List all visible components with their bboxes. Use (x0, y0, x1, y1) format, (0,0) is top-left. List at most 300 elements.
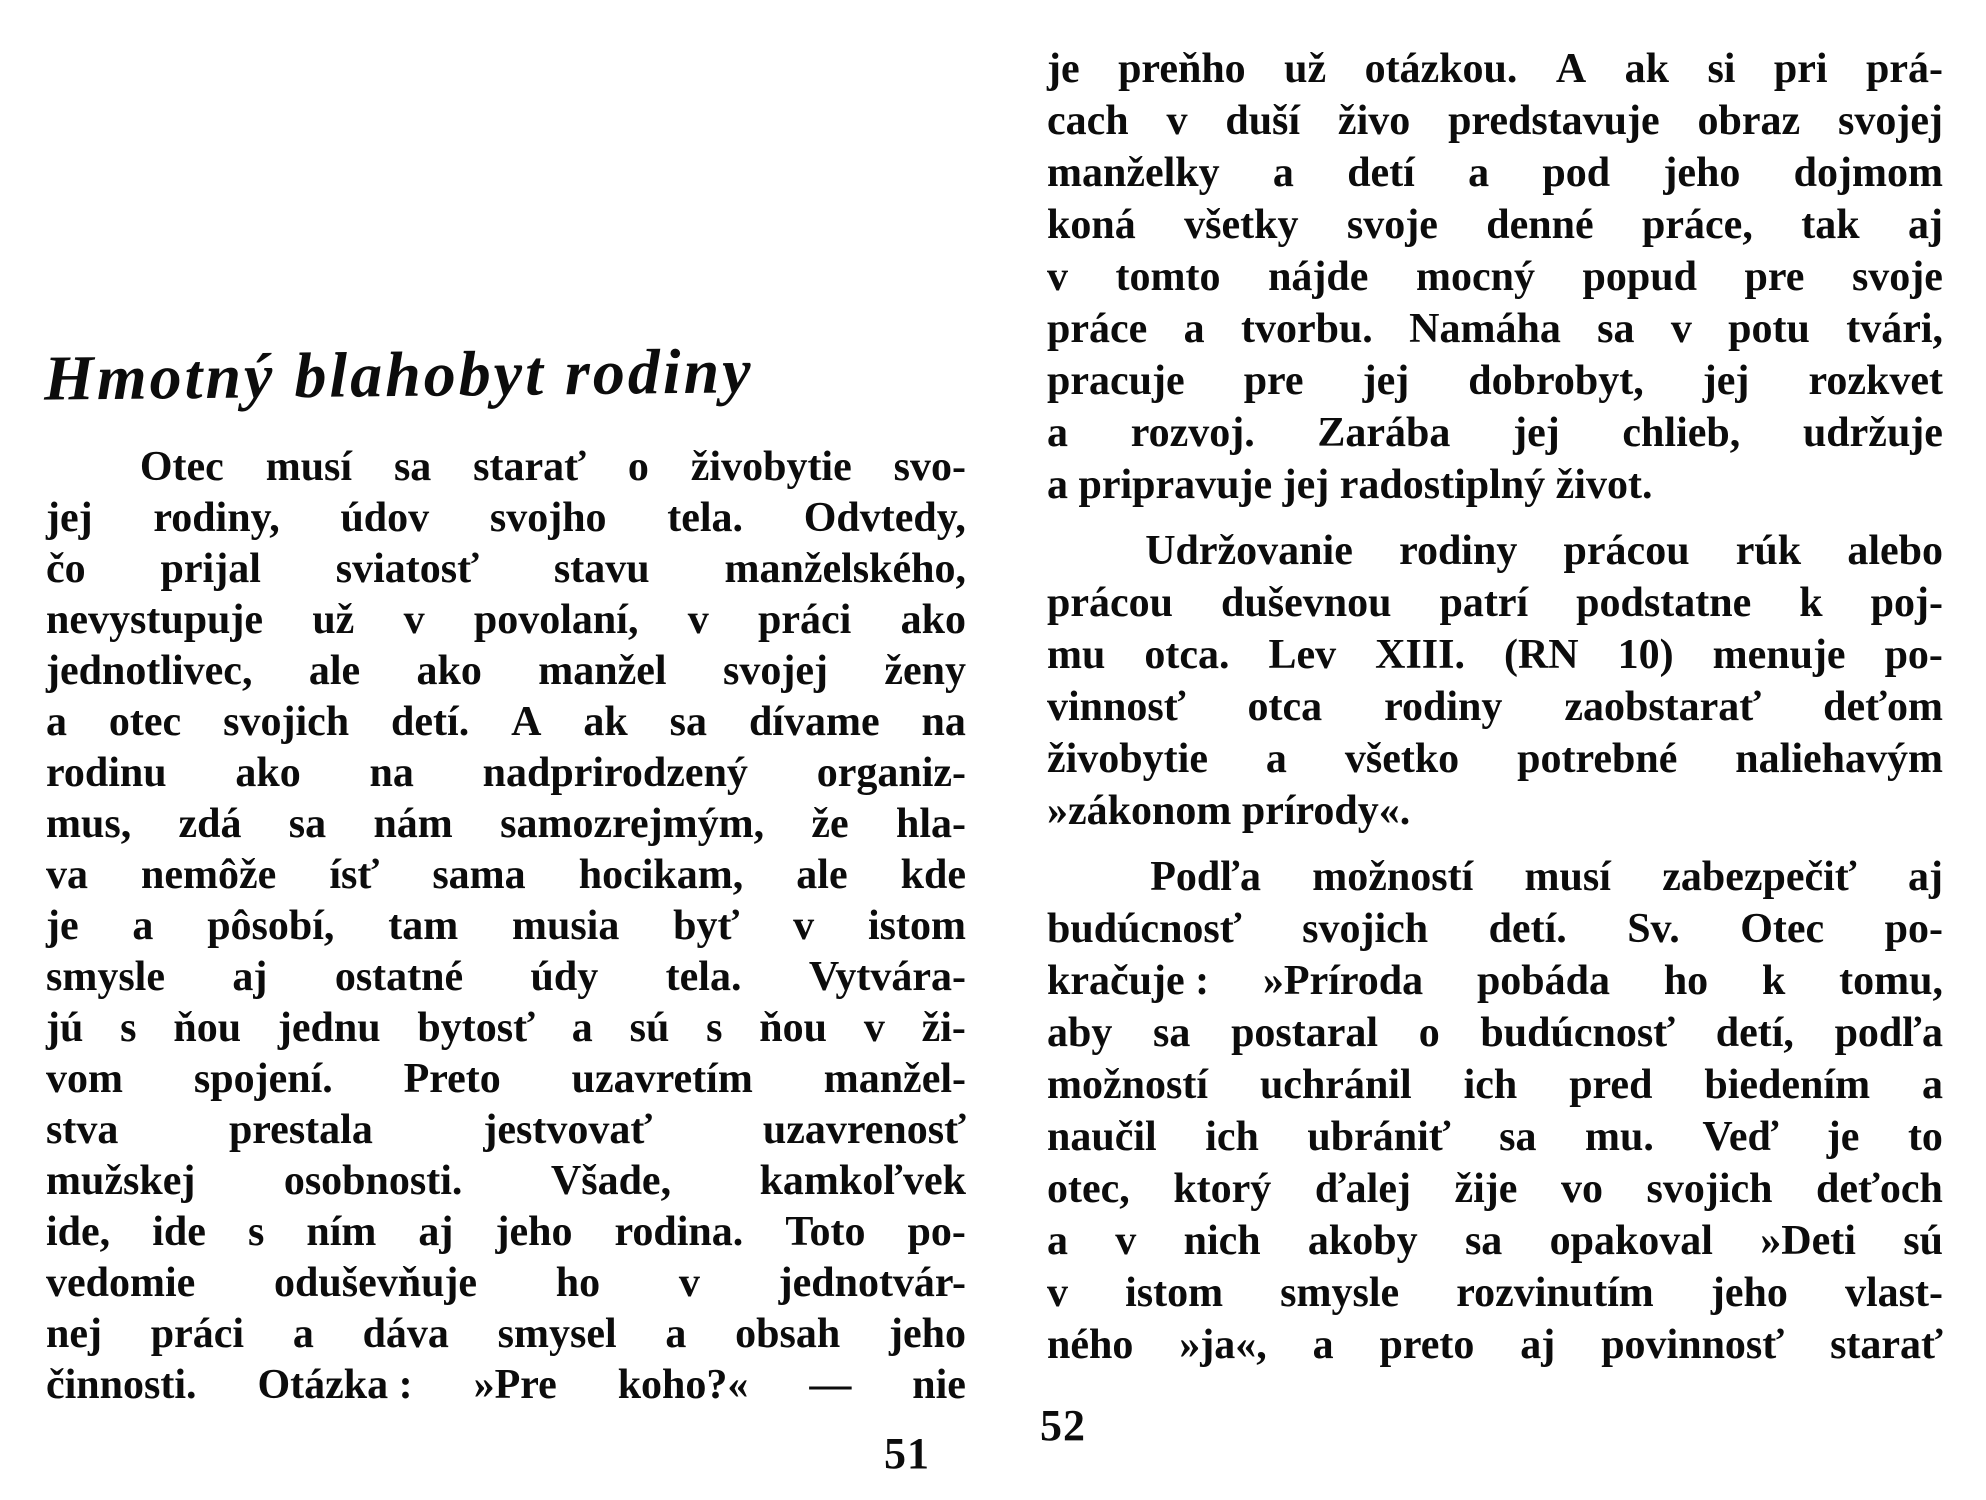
word: stavu (553, 546, 650, 592)
word: jej (1513, 410, 1560, 456)
word: o (627, 444, 649, 490)
word: pracuje (1047, 358, 1185, 404)
word: vinnosť (1047, 684, 1186, 730)
word: Udržovanie (1145, 528, 1353, 574)
word: ňou (173, 1005, 242, 1051)
word: sa (1464, 1218, 1503, 1264)
text-line (1047, 525, 1943, 577)
word: svojej (1837, 98, 1943, 144)
word: to (1907, 1114, 1943, 1160)
word: pre (1744, 254, 1805, 300)
word: ďalej (1314, 1166, 1411, 1212)
text-line (46, 901, 966, 952)
word: stva (46, 1107, 119, 1153)
word: Podľa (1150, 854, 1261, 900)
word: jednotlivec, (46, 648, 253, 694)
word: akoby (1307, 1218, 1418, 1264)
word: ubrániť (1307, 1114, 1451, 1160)
word: budúcnosť (1047, 906, 1242, 952)
word: udržuje (1802, 410, 1943, 456)
word: denné (1486, 202, 1594, 248)
word: predstavuje (1448, 98, 1660, 144)
word: vom (46, 1056, 123, 1102)
word: istom (867, 903, 966, 949)
word: rúk (1735, 528, 1802, 574)
word: možností (1047, 1062, 1208, 1108)
word: uchránil (1259, 1062, 1412, 1108)
word: preto (1379, 1322, 1475, 1368)
word: manželského, (724, 546, 966, 592)
word: prijal (160, 546, 261, 592)
word: na (921, 699, 966, 745)
word: »Príroda (1262, 958, 1424, 1004)
word: dobrobyt, (1468, 358, 1644, 404)
word: menuje (1712, 632, 1846, 678)
word: rodiny (1384, 684, 1503, 730)
word: a (665, 1311, 687, 1357)
word: vedomie (46, 1260, 196, 1306)
text-line (1047, 95, 1943, 147)
word: naučil (1047, 1114, 1157, 1160)
word: kde (900, 852, 966, 898)
word: »Deti (1760, 1218, 1856, 1264)
text-line (46, 1054, 966, 1105)
word: detí. (391, 699, 470, 745)
text-line (1047, 199, 1943, 251)
word: Sv. (1627, 906, 1680, 952)
word: v (1047, 1270, 1068, 1316)
word: čo (46, 546, 86, 592)
word: zabezpečiť (1662, 854, 1857, 900)
chapter-heading: Hmotný blahobyt rodiny (43, 335, 754, 414)
left-page-text-block (46, 442, 966, 1411)
word: ktorý (1173, 1166, 1272, 1212)
word: ho (555, 1260, 601, 1306)
word: sa (669, 699, 708, 745)
word: — (809, 1362, 852, 1408)
word: prá- (1866, 46, 1943, 92)
word: postaral (1231, 1010, 1379, 1056)
word: nej (46, 1311, 102, 1357)
text-line (1047, 147, 1943, 199)
word: svojich (1302, 906, 1429, 952)
word: a (1047, 1218, 1068, 1264)
word: svoje (1346, 202, 1438, 248)
word: mus, (46, 801, 132, 847)
word: potrebné (1517, 736, 1678, 782)
word: tela. (665, 954, 742, 1000)
word: činnosti. (46, 1362, 197, 1408)
word: v (1047, 254, 1068, 300)
word: tela. (667, 495, 744, 541)
word: A (1555, 46, 1587, 92)
word: koná (1047, 202, 1136, 248)
word: oduševňuje (274, 1260, 478, 1306)
word: aj (1520, 1322, 1556, 1368)
word: na (369, 750, 414, 796)
word: jej (46, 495, 93, 541)
word: už (312, 597, 355, 643)
text-line (1047, 851, 1943, 903)
word: ale (796, 852, 848, 898)
word: a (292, 1311, 314, 1357)
word: v (403, 597, 425, 643)
word: s (120, 1005, 137, 1051)
word: a (1312, 1322, 1334, 1368)
text-line (1047, 1007, 1943, 1059)
word: kračuje : (1047, 958, 1210, 1004)
word: v (793, 903, 815, 949)
word: naliehavým (1735, 736, 1943, 782)
text-line (1047, 629, 1943, 681)
word: chlieb, (1622, 410, 1741, 456)
word: je (1047, 46, 1080, 92)
word: ich (1463, 1062, 1518, 1108)
word: a (1468, 150, 1490, 196)
word: aj (1908, 202, 1943, 248)
word: tomu, (1839, 958, 1943, 1004)
word: ak (1624, 46, 1669, 92)
word: si (1707, 46, 1736, 92)
text-line (46, 850, 966, 901)
word: práce, (1642, 202, 1753, 248)
word: sú (1903, 1218, 1943, 1264)
text-line (46, 1258, 966, 1309)
word: obraz (1697, 98, 1801, 144)
word: tvári, (1846, 306, 1943, 352)
word: nadprirodzený (482, 750, 748, 796)
word: živobytie (1047, 736, 1208, 782)
text-line (46, 442, 966, 493)
word: nevystupuje (46, 597, 264, 643)
word: a (1047, 410, 1068, 456)
word: manželky (1047, 150, 1220, 196)
word: aj (418, 1209, 454, 1255)
word: ako (900, 597, 966, 643)
paragraph (1047, 43, 1943, 511)
word: Otec (1740, 906, 1825, 952)
text-line (1047, 955, 1943, 1007)
text-line (1047, 577, 1943, 629)
text-line (1047, 1111, 1943, 1163)
word: jej (1362, 358, 1410, 404)
word: aj (232, 954, 268, 1000)
word: ného (1047, 1322, 1134, 1368)
text-line (1047, 43, 1943, 95)
text-line (1047, 355, 1943, 407)
word: 10) (1617, 632, 1674, 678)
word: práce (1047, 306, 1148, 352)
word: jeho (888, 1311, 966, 1357)
text-line (1047, 1215, 1943, 1267)
word: ním (306, 1209, 377, 1255)
word: (RN (1503, 632, 1579, 678)
word: jednu (277, 1005, 381, 1051)
word: mocný (1415, 254, 1535, 300)
word: pri (1773, 46, 1828, 92)
word: jednotvár- (778, 1260, 966, 1306)
word: ostatné (334, 954, 464, 1000)
word: pre (1243, 358, 1304, 404)
word: tomto (1115, 254, 1221, 300)
word: smysle (46, 954, 165, 1000)
text-line (46, 493, 966, 544)
word: v (863, 1005, 885, 1051)
word: cach (1047, 98, 1129, 144)
word: ako (416, 648, 482, 694)
word: otec, (1047, 1166, 1130, 1212)
text-line (46, 697, 966, 748)
word: jú (46, 1005, 84, 1051)
word: Zarába (1317, 410, 1451, 456)
word: ňou (759, 1005, 827, 1051)
word: jej (1702, 358, 1750, 404)
text-line (1047, 303, 1943, 355)
word: Odvtedy, (803, 495, 966, 541)
word: a (1265, 736, 1287, 782)
word: ho (1663, 958, 1709, 1004)
word: uzavretím (571, 1056, 753, 1102)
word: po- (1884, 632, 1943, 678)
text-line (1047, 1163, 1943, 1215)
word: už (1284, 46, 1327, 92)
text-line (1047, 1319, 1943, 1371)
text-line (1047, 903, 1943, 955)
text-line (46, 1207, 966, 1258)
word: mužskej (46, 1158, 196, 1204)
word: aby (1047, 1010, 1113, 1056)
word: jeho (1663, 150, 1741, 196)
word: vlast- (1844, 1270, 1943, 1316)
text-line (1047, 1267, 1943, 1319)
text-line (46, 1003, 966, 1054)
text-line (46, 799, 966, 850)
word: preňho (1118, 46, 1246, 92)
word: živo (1337, 98, 1411, 144)
text-line (1047, 251, 1943, 303)
text-line (46, 1105, 966, 1156)
word: svo- (893, 444, 966, 490)
word: všetky (1184, 202, 1299, 248)
word: ide (152, 1209, 206, 1255)
word: detí (1347, 150, 1415, 196)
word: dívame (748, 699, 880, 745)
word: v (1166, 98, 1188, 144)
word: bytosť (417, 1005, 535, 1051)
word: ísť (329, 852, 380, 898)
word: rozvoj. (1130, 410, 1255, 456)
word: manžel (538, 648, 667, 694)
text-line (1047, 681, 1943, 733)
word: jeho (1710, 1270, 1788, 1316)
word: povolaní, (473, 597, 639, 643)
word: koho?« (617, 1362, 749, 1408)
word: uzavrenosť (762, 1107, 966, 1153)
word: rodiny, (153, 495, 280, 541)
word: s (247, 1209, 265, 1255)
word: Vytvára- (808, 954, 966, 1000)
word: Lev (1268, 632, 1337, 678)
word: k (1761, 958, 1786, 1004)
text-line (46, 1360, 966, 1411)
word: sviatosť (335, 546, 479, 592)
word: svojich (1646, 1166, 1773, 1212)
word: živobytie (690, 444, 852, 490)
word: Toto (785, 1209, 866, 1255)
word: pôsobí, (207, 903, 335, 949)
word: samozrejmým, (500, 801, 765, 847)
word: a (1272, 150, 1294, 196)
word: sa (1499, 1114, 1537, 1160)
word: všetko (1344, 736, 1460, 782)
word: a (1922, 1062, 1943, 1108)
word: pod (1542, 150, 1611, 196)
word: ži- (921, 1005, 966, 1051)
word: aj (1907, 854, 1943, 900)
word: vo (1560, 1166, 1603, 1212)
word: s (706, 1005, 723, 1051)
text-line: a pripravuje jej radostiplný život. (1047, 462, 1653, 508)
word: hocikam, (578, 852, 744, 898)
word: potu (1728, 306, 1810, 352)
word: sama (432, 852, 526, 898)
text-line (1047, 733, 1943, 785)
word: prácou (1563, 528, 1690, 574)
word: smysel (497, 1311, 617, 1357)
paragraph (1047, 851, 1943, 1371)
word: otec (108, 699, 182, 745)
word: osobnosti. (283, 1158, 463, 1204)
word: Veď (1702, 1114, 1779, 1160)
word: sa (393, 444, 432, 490)
word: organiz- (816, 750, 966, 796)
word: podstatne (1576, 580, 1752, 626)
word: dáva (362, 1311, 449, 1357)
word: sa (288, 801, 327, 847)
word: po- (907, 1209, 966, 1255)
word: obsah (735, 1311, 841, 1357)
page-number-left: 51 (884, 1429, 930, 1478)
word: žije (1454, 1166, 1518, 1212)
word: pobáda (1476, 958, 1611, 1004)
word: tam (388, 903, 459, 949)
word: nemôže (141, 852, 277, 898)
word: ich (1205, 1114, 1259, 1160)
word: svojich (223, 699, 350, 745)
word: ženy (884, 648, 966, 694)
text-line (46, 952, 966, 1003)
word: v (678, 1260, 700, 1306)
word: práci (758, 597, 852, 643)
word: v (687, 597, 709, 643)
word: mu (1047, 632, 1106, 678)
word: detí. (1488, 906, 1567, 952)
word: Otec (139, 444, 224, 490)
word: ale (308, 648, 361, 694)
word: alebo (1847, 528, 1943, 574)
word: starať (1830, 1322, 1943, 1368)
word: smysle (1280, 1270, 1400, 1316)
word: dojmom (1793, 150, 1943, 196)
word: spojení. (193, 1056, 333, 1102)
word: ako (235, 750, 301, 796)
word: mu. (1585, 1114, 1654, 1160)
word: otca. (1144, 632, 1230, 678)
paragraph (46, 442, 966, 1411)
word: patrí (1439, 580, 1529, 626)
word: opakoval (1549, 1218, 1713, 1264)
word: tak (1801, 202, 1860, 248)
word: istom (1125, 1270, 1224, 1316)
text-line (1047, 407, 1943, 459)
word: manžel- (823, 1056, 966, 1102)
word: prestala (228, 1107, 373, 1153)
word: musia (511, 903, 620, 949)
right-page-text-block (1047, 43, 1943, 1371)
word: nie (912, 1362, 966, 1408)
word: starať (473, 444, 587, 490)
word: jeho (495, 1209, 573, 1255)
word: práci (150, 1311, 245, 1357)
word: rodiny (1399, 528, 1518, 574)
word: duševnou (1221, 580, 1392, 626)
text-line: »zákonom prírody«. (1047, 788, 1411, 834)
text-line (46, 1309, 966, 1360)
text-line (46, 595, 966, 646)
word: povinnosť (1601, 1322, 1785, 1368)
paragraph (1047, 525, 1943, 837)
word: a (1183, 306, 1205, 352)
word: nám (373, 801, 453, 847)
word: kamkoľvek (759, 1158, 966, 1204)
word: a (46, 699, 67, 745)
word: »ja«, (1179, 1322, 1267, 1368)
word: Všade, (550, 1158, 672, 1204)
word: je (46, 903, 79, 949)
word: ide, (46, 1209, 111, 1255)
page-number-right: 52 (1040, 1401, 1086, 1450)
word: sú (629, 1005, 670, 1051)
word: prácou (1047, 580, 1173, 626)
word: musí (1524, 854, 1611, 900)
word: musí (265, 444, 353, 490)
word: budúcnosť (1480, 1010, 1676, 1056)
text-line (46, 544, 966, 595)
word: možností (1312, 854, 1474, 900)
word: nich (1183, 1218, 1261, 1264)
word: rozkvet (1808, 358, 1943, 404)
word: pred (1569, 1062, 1653, 1108)
word: údy (530, 954, 599, 1000)
word: sa (1153, 1010, 1191, 1056)
word: je (1826, 1114, 1860, 1160)
word: jestvovať (483, 1107, 653, 1153)
word: a (132, 903, 154, 949)
word: nájde (1268, 254, 1369, 300)
text-line (46, 646, 966, 697)
word: XIII. (1375, 632, 1465, 678)
word: hla- (895, 801, 966, 847)
word: svoje (1851, 254, 1943, 300)
word: poj- (1870, 580, 1943, 626)
word: rodina. (614, 1209, 744, 1255)
word: otázkou. (1364, 46, 1518, 92)
word: ak (583, 699, 628, 745)
word: Namáha (1409, 306, 1561, 352)
word: Otázka : (257, 1362, 413, 1408)
word: k (1799, 580, 1823, 626)
word: podľa (1834, 1010, 1943, 1056)
